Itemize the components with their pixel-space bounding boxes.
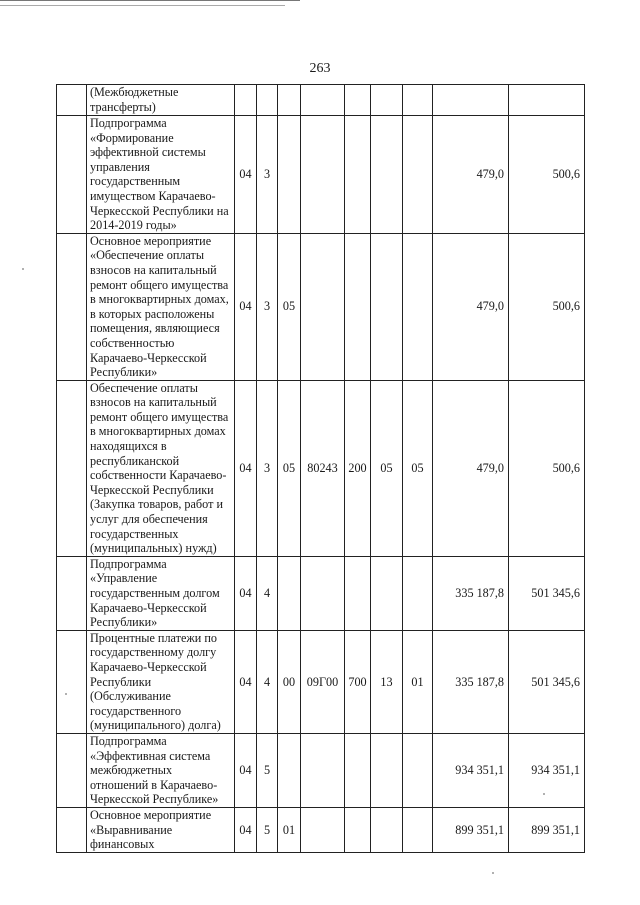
table-body (57, 85, 585, 853)
cell-rz (371, 85, 403, 116)
scan-speck (492, 872, 494, 874)
cell-om (278, 116, 301, 234)
cell-vr (345, 116, 371, 234)
cell-gp: 04 (235, 807, 257, 852)
cell-amount-1: 479,0 (433, 380, 509, 556)
cell-amount-1: 335 187,8 (433, 556, 509, 630)
scan-speck (65, 693, 67, 695)
cell-rz: 05 (371, 380, 403, 556)
cell-nr (301, 733, 345, 807)
cell-amount-1 (433, 85, 509, 116)
cell-amount-2: 501 345,6 (509, 630, 585, 733)
blank-cell (57, 630, 87, 733)
row-name: Обеспечение оплаты взносов на капитальный ремонт общего имущества в многоквартирных домах находящихся в республиканской собственности Карачаево-Черкесской Республики (Закупка товаров, работ и услуг для обеспечения государственных (муниципальных) нужд) (87, 380, 235, 556)
cell-vr (345, 733, 371, 807)
cell-rz (371, 807, 403, 852)
cell-gp: 04 (235, 116, 257, 234)
cell-om: 00 (278, 630, 301, 733)
cell-pp: 3 (257, 116, 278, 234)
cell-gp: 04 (235, 630, 257, 733)
cell-pr (403, 556, 433, 630)
cell-rz (371, 116, 403, 234)
cell-vr: 200 (345, 380, 371, 556)
row-name: Основное мероприятие «Выравнивание финансовых (87, 807, 235, 852)
scan-edge-line (0, 0, 300, 1)
cell-om: 01 (278, 807, 301, 852)
cell-amount-2 (509, 85, 585, 116)
cell-nr (301, 85, 345, 116)
cell-rz (371, 556, 403, 630)
cell-pr: 01 (403, 630, 433, 733)
cell-vr (345, 233, 371, 380)
table-row (57, 807, 585, 852)
cell-amount-2: 501 345,6 (509, 556, 585, 630)
blank-cell (57, 380, 87, 556)
row-name: Подпрограмма «Формирование эффективной системы управления государственным имуществом Карачаево-Черкесской Республики на 2014-2019 годы» (87, 116, 235, 234)
cell-pp: 4 (257, 556, 278, 630)
cell-nr: 09Г00 (301, 630, 345, 733)
cell-pr (403, 85, 433, 116)
cell-om (278, 556, 301, 630)
scan-speck (22, 268, 24, 270)
cell-nr (301, 233, 345, 380)
cell-amount-1: 335 187,8 (433, 630, 509, 733)
table-row (57, 233, 585, 380)
cell-pp: 3 (257, 380, 278, 556)
cell-pr (403, 733, 433, 807)
cell-amount-2: 899 351,1 (509, 807, 585, 852)
blank-cell (57, 85, 87, 116)
budget-table (56, 84, 585, 853)
cell-gp: 04 (235, 556, 257, 630)
cell-om (278, 85, 301, 116)
row-name: Подпрограмма «Эффективная система межбюджетных отношений в Карачаево-Черкесской Республике» (87, 733, 235, 807)
cell-gp: 04 (235, 380, 257, 556)
cell-rz (371, 733, 403, 807)
blank-cell (57, 556, 87, 630)
cell-pp: 5 (257, 807, 278, 852)
cell-nr: 80243 (301, 380, 345, 556)
cell-pp (257, 85, 278, 116)
cell-gp: 04 (235, 233, 257, 380)
cell-om: 05 (278, 380, 301, 556)
cell-amount-1: 479,0 (433, 233, 509, 380)
cell-pr (403, 116, 433, 234)
table-row (57, 85, 585, 116)
page-number: 263 (309, 61, 331, 76)
cell-nr (301, 556, 345, 630)
blank-cell (57, 233, 87, 380)
cell-pp: 3 (257, 233, 278, 380)
cell-vr (345, 85, 371, 116)
cell-nr (301, 116, 345, 234)
cell-vr: 700 (345, 630, 371, 733)
table-row (57, 630, 585, 733)
cell-pr (403, 233, 433, 380)
cell-om (278, 733, 301, 807)
table-row (57, 556, 585, 630)
cell-om: 05 (278, 233, 301, 380)
cell-amount-2: 934 351,1 (509, 733, 585, 807)
cell-amount-2: 500,6 (509, 380, 585, 556)
table-row (57, 733, 585, 807)
table-row (57, 380, 585, 556)
scan-speck (543, 793, 545, 795)
row-name: Основное мероприятие «Обеспечение оплаты взносов на капитальный ремонт общего имущества в многоквартирных домах, в которых расположены помещения, являющиеся собственностью Карачаево-Черкесской Республики» (87, 233, 235, 380)
cell-vr (345, 556, 371, 630)
cell-pr: 05 (403, 380, 433, 556)
row-name: Процентные платежи по государственному долгу Карачаево-Черкесской Республики (Обслуживание государственного (муниципального) долга) (87, 630, 235, 733)
cell-gp: 04 (235, 733, 257, 807)
row-name: Подпрограмма «Управление государственным долгом Карачаево-Черкесской Республики» (87, 556, 235, 630)
scan-edge-line (0, 5, 285, 6)
table-row (57, 116, 585, 234)
cell-pr (403, 807, 433, 852)
blank-cell (57, 807, 87, 852)
cell-amount-2: 500,6 (509, 116, 585, 234)
cell-amount-1: 899 351,1 (433, 807, 509, 852)
cell-vr (345, 807, 371, 852)
cell-pp: 4 (257, 630, 278, 733)
cell-nr (301, 807, 345, 852)
cell-rz: 13 (371, 630, 403, 733)
cell-amount-1: 479,0 (433, 116, 509, 234)
blank-cell (57, 733, 87, 807)
cell-rz (371, 233, 403, 380)
cell-gp (235, 85, 257, 116)
cell-amount-1: 934 351,1 (433, 733, 509, 807)
blank-cell (57, 116, 87, 234)
cell-pp: 5 (257, 733, 278, 807)
row-name: (Межбюджетные трансферты) (87, 85, 235, 116)
cell-amount-2: 500,6 (509, 233, 585, 380)
